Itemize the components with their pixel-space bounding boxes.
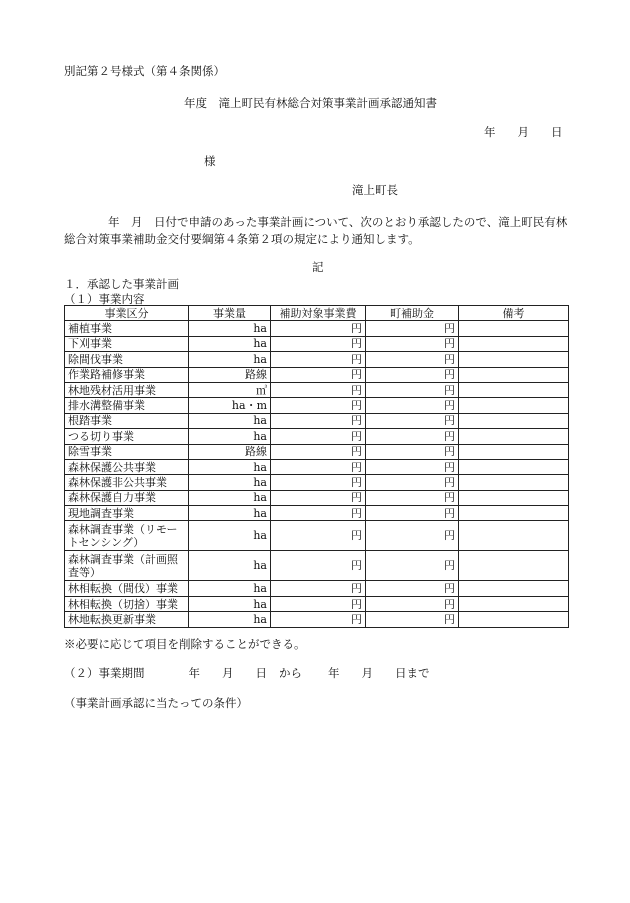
quantity-cell: ha <box>189 459 271 474</box>
header-remarks: 備考 <box>459 306 569 321</box>
category-cell: 除間伐事業 <box>65 352 189 367</box>
quantity-cell: ha <box>189 413 271 428</box>
project-period <box>64 666 430 681</box>
remarks-cell <box>459 551 569 581</box>
table-row <box>65 459 569 474</box>
subsidy-cell: 円 <box>366 398 459 413</box>
table-row <box>65 581 569 596</box>
table-row <box>65 321 569 336</box>
date-month: 月 <box>517 125 529 139</box>
remarks-cell <box>459 612 569 627</box>
table-row <box>65 596 569 611</box>
table-row <box>65 367 569 382</box>
category-cell: 森林保護非公共事業 <box>65 475 189 490</box>
header-quantity: 事業量 <box>189 306 271 321</box>
quantity-cell: ha <box>189 321 271 336</box>
category-cell: 森林調査事業（リモートセンシング） <box>65 521 189 551</box>
table-note: ※必要に応じて項目を削除することができる。 <box>64 637 306 651</box>
subsidy-cell: 円 <box>366 490 459 505</box>
quantity-cell: ha <box>189 596 271 611</box>
table-row <box>65 382 569 397</box>
cost-cell: 円 <box>271 413 366 428</box>
cost-cell: 円 <box>271 367 366 382</box>
ki-label: 記 <box>312 260 324 274</box>
document-title: 年度 滝上町民有林総合対策事業計画承認通知書 <box>184 96 437 110</box>
category-cell: 現地調査事業 <box>65 506 189 521</box>
subsidy-cell: 円 <box>366 444 459 459</box>
category-cell: 補植事業 <box>65 321 189 336</box>
cost-cell: 円 <box>271 521 366 551</box>
table-row <box>65 429 569 444</box>
remarks-cell <box>459 581 569 596</box>
category-cell: つる切り事業 <box>65 429 189 444</box>
remarks-cell <box>459 398 569 413</box>
remarks-cell <box>459 475 569 490</box>
period-label: （２）事業期間 <box>64 666 145 680</box>
subsidy-cell: 円 <box>366 352 459 367</box>
subsidy-cell: 円 <box>366 506 459 521</box>
cost-cell: 円 <box>271 398 366 413</box>
remarks-cell <box>459 352 569 367</box>
table-row <box>65 398 569 413</box>
cost-cell: 円 <box>271 352 366 367</box>
category-cell: 森林保護自力事業 <box>65 490 189 505</box>
section-1-title: １．承認した事業計画 <box>64 277 179 291</box>
project-table <box>64 305 569 628</box>
quantity-cell: 路線 <box>189 444 271 459</box>
table-row <box>65 336 569 351</box>
subsidy-cell: 円 <box>366 612 459 627</box>
category-cell: 林相転換（切捨）事業 <box>65 596 189 611</box>
quantity-cell: ha <box>189 506 271 521</box>
date-day: 日 <box>551 125 563 139</box>
subsidy-cell: 円 <box>366 429 459 444</box>
subsidy-cell: 円 <box>366 321 459 336</box>
category-cell: 作業路補修事業 <box>65 367 189 382</box>
subsidy-cell: 円 <box>366 367 459 382</box>
subsidy-cell: 円 <box>366 459 459 474</box>
remarks-cell <box>459 336 569 351</box>
table-row <box>65 413 569 428</box>
cost-cell: 円 <box>271 459 366 474</box>
quantity-cell: ha <box>189 475 271 490</box>
period-to-month: 月 <box>361 666 373 680</box>
cost-cell: 円 <box>271 444 366 459</box>
section-1-subtitle: （１）事業内容 <box>64 292 145 306</box>
period-kara: から <box>279 666 302 680</box>
table-row <box>65 612 569 627</box>
quantity-cell: ha <box>189 352 271 367</box>
quantity-cell: 路線 <box>189 367 271 382</box>
remarks-cell <box>459 444 569 459</box>
table-row <box>65 521 569 551</box>
remarks-cell <box>459 521 569 551</box>
subsidy-cell: 円 <box>366 581 459 596</box>
category-cell: 林相転換（間伐）事業 <box>65 581 189 596</box>
cost-cell: 円 <box>271 506 366 521</box>
subsidy-cell: 円 <box>366 596 459 611</box>
remarks-cell <box>459 429 569 444</box>
quantity-cell: ha <box>189 551 271 581</box>
cost-cell: 円 <box>271 612 366 627</box>
table-row <box>65 551 569 581</box>
issue-date <box>484 125 563 140</box>
category-cell: 排水溝整備事業 <box>65 398 189 413</box>
subsidy-cell: 円 <box>366 382 459 397</box>
quantity-cell: ha <box>189 521 271 551</box>
remarks-cell <box>459 367 569 382</box>
remarks-cell <box>459 459 569 474</box>
quantity-cell: ha <box>189 490 271 505</box>
subsidy-cell: 円 <box>366 521 459 551</box>
subsidy-cell: 円 <box>366 551 459 581</box>
remarks-cell <box>459 382 569 397</box>
body-text: 年 月 日付で申請のあった事業計画について、次のとおり承認したので、滝上町民有林総合対策事業補助金交付要綱第４条第２項の規定により通知します。 <box>64 215 568 246</box>
subsidy-cell: 円 <box>366 336 459 351</box>
period-from-day: 日 <box>255 666 267 680</box>
quantity-cell: ha <box>189 336 271 351</box>
category-cell: 林地残材活用事業 <box>65 382 189 397</box>
cost-cell: 円 <box>271 336 366 351</box>
cost-cell: 円 <box>271 551 366 581</box>
remarks-cell <box>459 506 569 521</box>
table-header-row <box>65 306 569 321</box>
issuer-name: 滝上町長 <box>352 183 398 197</box>
cost-cell: 円 <box>271 321 366 336</box>
table-row <box>65 506 569 521</box>
cost-cell: 円 <box>271 429 366 444</box>
period-from-year: 年 <box>188 666 200 680</box>
subsidy-cell: 円 <box>366 475 459 490</box>
subsidy-cell: 円 <box>366 413 459 428</box>
category-cell: 下刈事業 <box>65 336 189 351</box>
remarks-cell <box>459 490 569 505</box>
cost-cell: 円 <box>271 490 366 505</box>
remarks-cell <box>459 321 569 336</box>
quantity-cell: ha <box>189 581 271 596</box>
cost-cell: 円 <box>271 581 366 596</box>
period-to-year: 年 <box>328 666 340 680</box>
category-cell: 森林保護公共事業 <box>65 459 189 474</box>
addressee-suffix: 様 <box>204 154 216 168</box>
cost-cell: 円 <box>271 596 366 611</box>
header-category: 事業区分 <box>65 306 189 321</box>
category-cell: 根踏事業 <box>65 413 189 428</box>
category-cell: 森林調査事業（計画照査等） <box>65 551 189 581</box>
header-cost: 補助対象事業費 <box>271 306 366 321</box>
date-year: 年 <box>484 125 496 139</box>
remarks-cell <box>459 413 569 428</box>
remarks-cell <box>459 596 569 611</box>
quantity-cell: ㎥ <box>189 382 271 397</box>
approval-conditions: （事業計画承認に当たっての条件） <box>64 696 248 710</box>
cost-cell: 円 <box>271 475 366 490</box>
quantity-cell: ha <box>189 429 271 444</box>
header-subsidy: 町補助金 <box>366 306 459 321</box>
body-paragraph <box>64 214 569 247</box>
form-number: 別記第２号様式（第４条関係） <box>64 64 225 78</box>
table-row <box>65 444 569 459</box>
table-row <box>65 490 569 505</box>
category-cell: 除雪事業 <box>65 444 189 459</box>
period-to-day: 日まで <box>395 666 430 680</box>
table-row <box>65 352 569 367</box>
period-from-month: 月 <box>222 666 234 680</box>
quantity-cell: ha・m <box>189 398 271 413</box>
category-cell: 林地転換更新事業 <box>65 612 189 627</box>
quantity-cell: ha <box>189 612 271 627</box>
table-row <box>65 475 569 490</box>
cost-cell: 円 <box>271 382 366 397</box>
